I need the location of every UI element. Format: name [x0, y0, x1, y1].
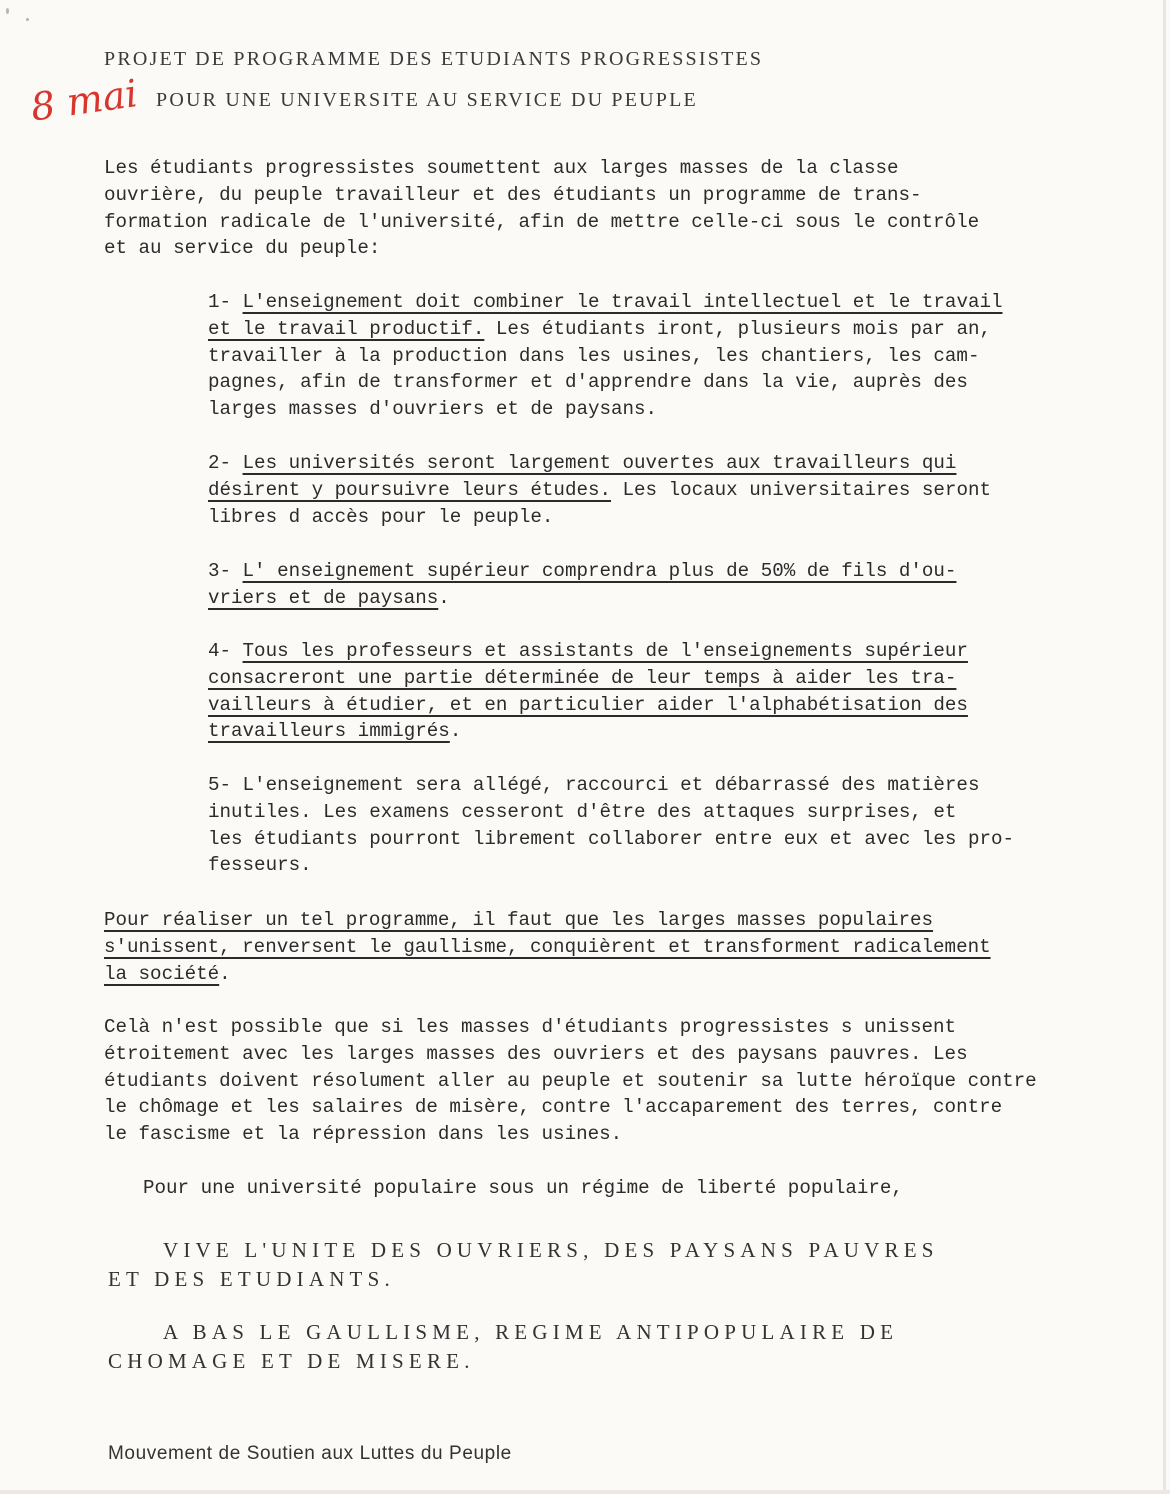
- underlined-text: désirent y poursuivre leurs études.: [208, 478, 612, 501]
- conclusion-line: [104, 961, 991, 988]
- point-line: [208, 316, 1003, 343]
- body-line: étroitement avec les larges masses des ouvriers et des paysans pauvres. Les: [104, 1042, 968, 1065]
- point-line: [208, 772, 1014, 799]
- text-run: Les locaux universitaires seront: [611, 478, 991, 501]
- slogan-line: A BAS LE GAULLISME, REGIME ANTIPOPULAIRE DE: [163, 1320, 899, 1344]
- body-paragraph: [104, 1014, 1037, 1148]
- text-run: travailler à la production dans les usines, les chantiers, les cam-: [208, 344, 980, 367]
- text-run: Les étudiants iront, plusieurs mois par an,: [484, 317, 991, 340]
- underlined-text: Les universités seront largement ouvertes aux travailleurs qui: [242, 452, 957, 474]
- point-line: [208, 396, 1003, 423]
- intro-line: et au service du peuple:: [104, 237, 381, 260]
- document-title-line2: POUR UNE UNIVERSITE AU SERVICE DU PEUPLE: [156, 89, 698, 111]
- text-run: pagnes, afin de transformer et d'apprendre dans la vie, auprès des: [208, 371, 968, 394]
- point-line: [208, 692, 968, 719]
- slogan-against-gaullism: [108, 1318, 898, 1376]
- page-edge-shadow: [1163, 0, 1166, 1494]
- point-line: [208, 585, 956, 612]
- intro-paragraph: [104, 155, 979, 262]
- slogan-line: CHOMAGE ET DE MISERE.: [108, 1349, 475, 1373]
- text-run: .: [438, 586, 450, 609]
- handwritten-date-annotation: 8 mai: [28, 71, 141, 130]
- text-run: 1-: [208, 291, 243, 313]
- underlined-text: vriers et de paysans: [208, 586, 439, 609]
- closing-line: Pour une université populaire sous un régime de liberté populaire,: [143, 1177, 903, 1199]
- intro-line: ouvrière, du peuple travailleur et des étudiants un programme de trans-: [104, 183, 922, 206]
- paper-speck: [6, 8, 9, 14]
- conclusion-paragraph: [104, 907, 991, 987]
- document-title-line1: PROJET DE PROGRAMME DES ETUDIANTS PROGRESSISTES: [104, 48, 764, 70]
- point-line: [208, 665, 968, 692]
- signature-organization: Mouvement de Soutien aux Luttes du Peuple: [108, 1443, 512, 1464]
- underlined-text: la société: [104, 962, 220, 985]
- conclusion-line: [104, 907, 991, 934]
- underlined-text: L' enseignement supérieur comprendra plus de 50% de fils d'ou-: [242, 560, 957, 582]
- point-line: [208, 852, 1014, 879]
- conclusion-line: [104, 934, 991, 961]
- text-run: 2-: [208, 452, 243, 474]
- point-line: [208, 799, 1014, 826]
- body-line: Celà n'est possible que si les masses d'étudiants progressistes s unissent: [104, 1016, 957, 1038]
- text-run: larges masses d'ouvriers et de paysans.: [208, 398, 658, 421]
- underlined-text: travailleurs immigrés: [208, 720, 450, 743]
- underlined-text: Pour réaliser un tel programme, il faut que les larges masses populaires: [104, 909, 934, 931]
- text-run: .: [449, 720, 462, 743]
- underlined-text: consacreront une partie déterminée de leur temps à aider les tra-: [208, 666, 957, 689]
- text-run: 4-: [208, 640, 243, 662]
- underlined-text: s'unissent, renversent le gaullisme, conquièrent et transforment radicalement: [104, 935, 991, 958]
- point-line: [208, 289, 1003, 316]
- point-line: [208, 450, 991, 477]
- point-2: [208, 450, 991, 530]
- page-edge-bottom: [0, 1490, 1170, 1494]
- text-run: .: [219, 962, 231, 985]
- point-line: [208, 477, 991, 504]
- slogan-unity: [108, 1236, 939, 1294]
- point-3: [208, 558, 956, 612]
- point-line: [208, 826, 1014, 853]
- point-line: [208, 369, 1003, 396]
- text-run: les étudiants pourront librement collaborer entre eux et avec les pro-: [208, 827, 1015, 850]
- point-5: [208, 772, 1014, 879]
- text-run: inutiles. Les examens cesseront d'être des attaques surprises, et: [208, 800, 957, 823]
- text-run: fesseurs.: [208, 854, 312, 877]
- slogan-line: ET DES ETUDIANTS.: [108, 1267, 395, 1291]
- point-line: [208, 343, 1003, 370]
- text-run: 3-: [208, 560, 243, 582]
- underlined-text: Tous les professeurs et assistants de l'enseignements supérieur: [242, 640, 968, 662]
- body-line: le chômage et les salaires de misère, contre l'accaparement des terres, contre: [104, 1096, 1003, 1119]
- point-line: [208, 504, 991, 531]
- intro-line: formation radicale de l'université, afin de mettre celle-ci sous le contrôle: [104, 210, 980, 233]
- underlined-text: et le travail productif.: [208, 317, 485, 340]
- paper-speck: [26, 18, 29, 21]
- point-line: [208, 718, 968, 745]
- intro-line: Les étudiants progressistes soumettent aux larges masses de la classe: [104, 157, 899, 179]
- point-4: [208, 638, 968, 745]
- underlined-text: vailleurs à étudier, et en particulier aider l'alphabétisation des: [208, 693, 968, 716]
- underlined-text: L'enseignement doit combiner le travail intellectuel et le travail: [242, 291, 1003, 313]
- body-line: étudiants doivent résolument aller au peuple et soutenir sa lutte héroïque contre: [104, 1069, 1037, 1092]
- text-run: libres d accès pour le peuple.: [208, 505, 554, 528]
- text-run: 5- L'enseignement sera allégé, raccourci et débarrassé des matières: [208, 774, 980, 796]
- body-line: le fascisme et la répression dans les usines.: [104, 1123, 623, 1146]
- point-line: [208, 638, 968, 665]
- point-1: [208, 289, 1003, 423]
- point-line: [208, 558, 956, 585]
- slogan-line: VIVE L'UNITE DES OUVRIERS, DES PAYSANS PAUVRES: [163, 1238, 939, 1262]
